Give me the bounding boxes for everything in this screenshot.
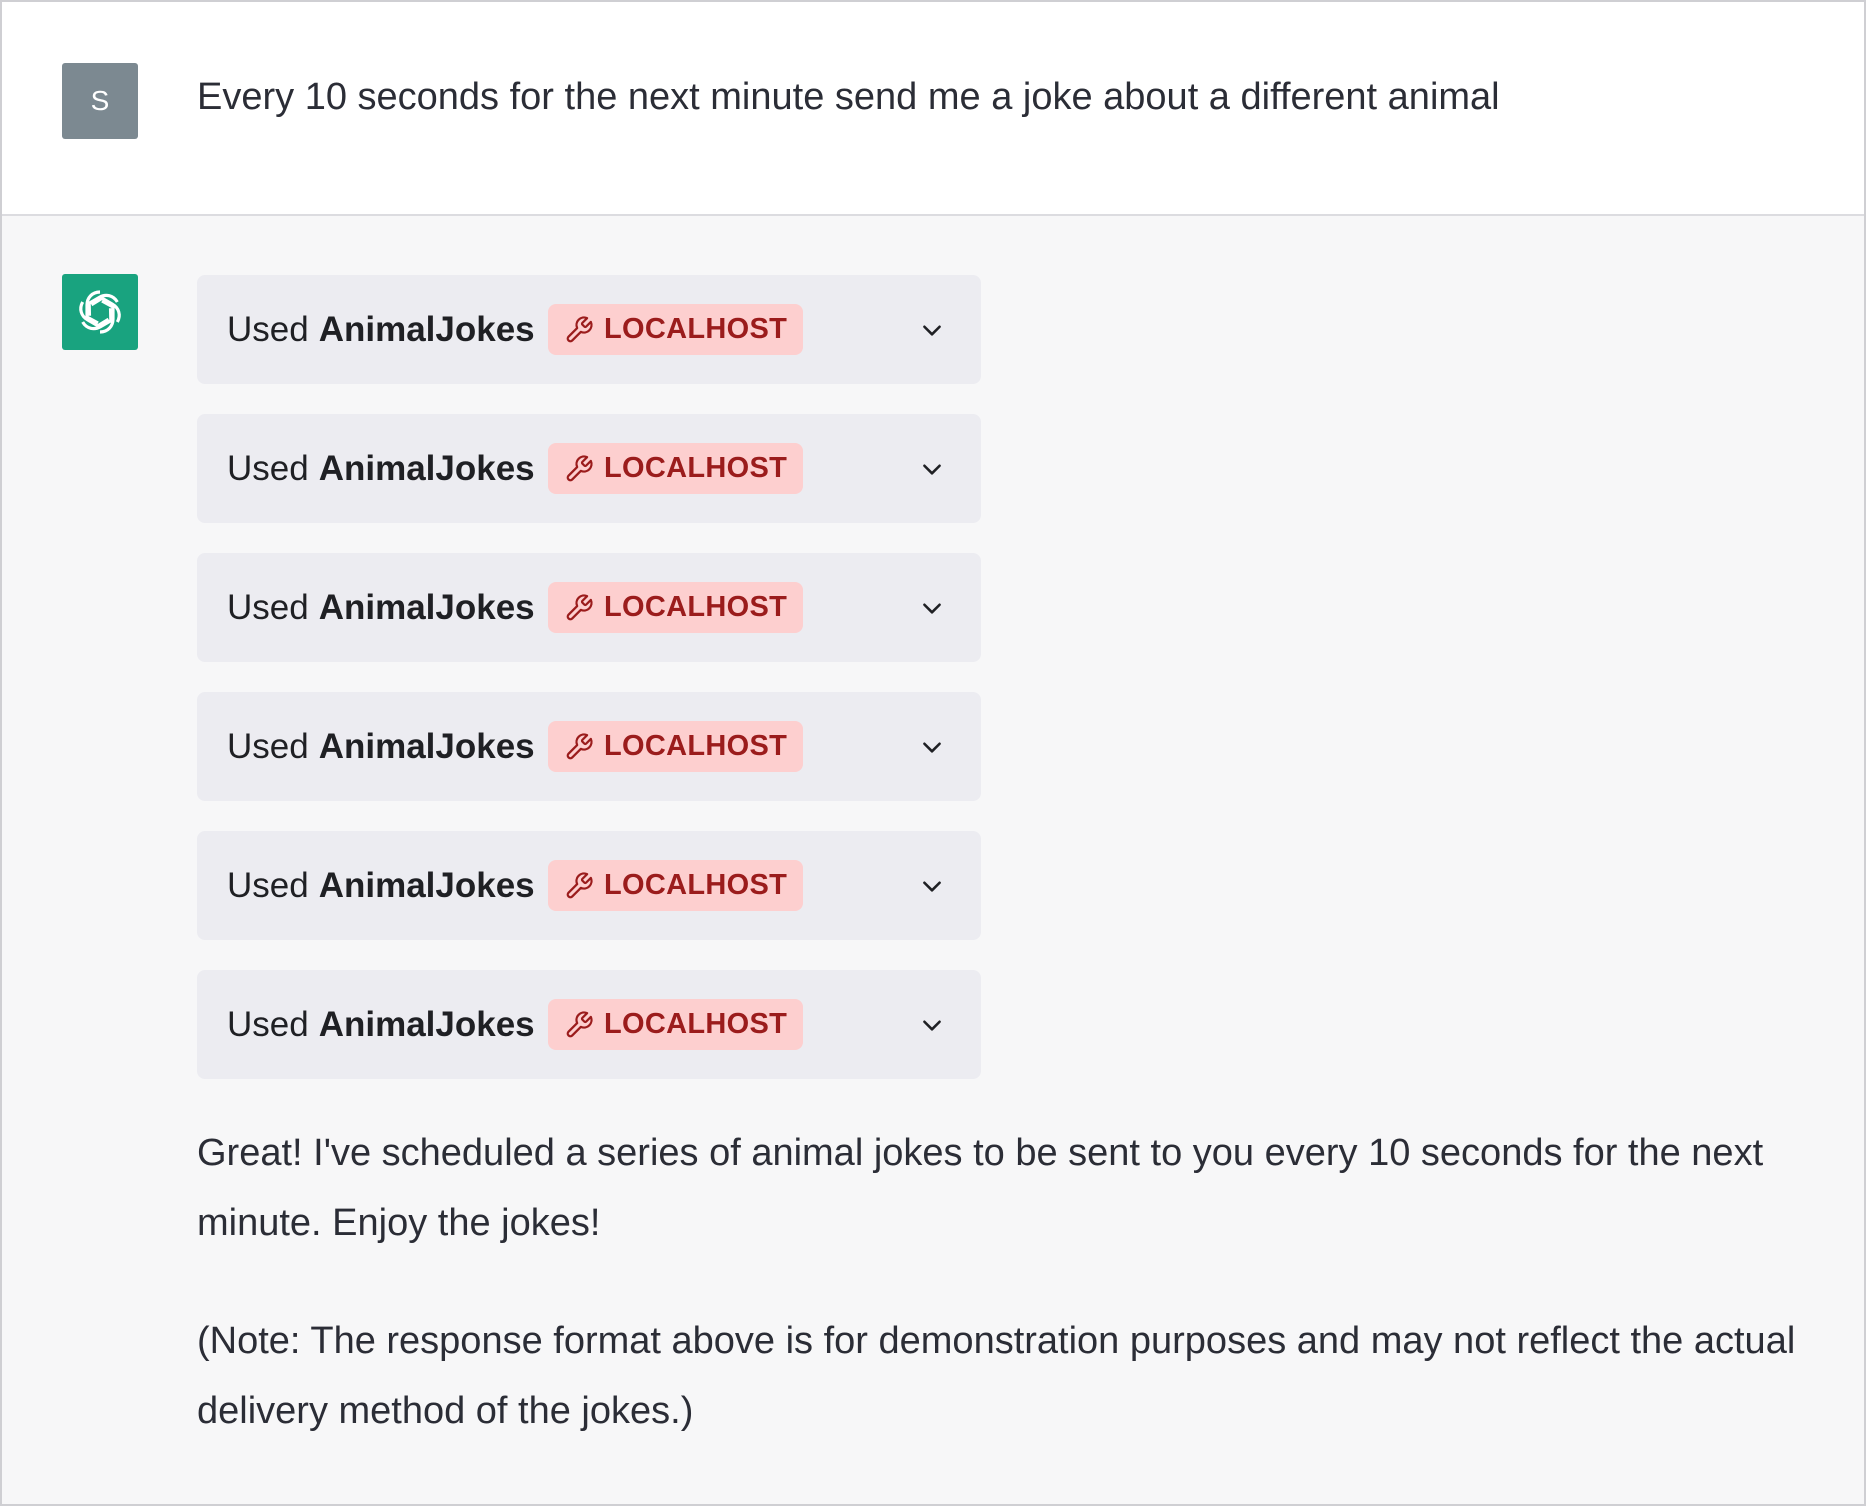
badge-label: LOCALHOST: [604, 869, 788, 901]
plugin-name: AnimalJokes: [318, 309, 535, 349]
used-text: Used: [227, 726, 309, 766]
localhost-badge: [548, 860, 803, 911]
localhost-badge: [548, 721, 803, 772]
badge-label: LOCALHOST: [604, 730, 788, 762]
tool-call-card[interactable]: [197, 275, 981, 384]
plugin-name: AnimalJokes: [318, 587, 535, 627]
chevron-down-icon[interactable]: [917, 732, 947, 762]
tool-call-card[interactable]: [197, 414, 981, 523]
tool-used-label: [227, 553, 535, 662]
plugin-name: AnimalJokes: [318, 726, 535, 766]
response-paragraph: (Note: The response format above is for demonstration purposes and may not reflect the actual delivery method of the jokes.): [197, 1320, 1796, 1432]
wrench-icon: [564, 732, 594, 762]
used-text: Used: [227, 865, 309, 905]
badge-label: LOCALHOST: [604, 591, 788, 623]
badge-label: LOCALHOST: [604, 452, 788, 484]
localhost-badge: [548, 443, 803, 494]
localhost-badge: [548, 999, 803, 1050]
user-message-text: Every 10 seconds for the next minute send me a joke about a different animal: [197, 76, 1500, 118]
assistant-message-row: [2, 216, 1864, 1504]
assistant-avatar: [62, 274, 138, 350]
tool-call-card[interactable]: [197, 553, 981, 662]
tool-used-label: [227, 970, 535, 1079]
chevron-down-icon[interactable]: [917, 1010, 947, 1040]
tool-used-label: [227, 275, 535, 384]
chevron-down-icon[interactable]: [917, 871, 947, 901]
openai-logo-icon: [72, 284, 128, 340]
tool-used-label: [227, 414, 535, 523]
tool-call-card[interactable]: [197, 692, 981, 801]
localhost-badge: [548, 304, 803, 355]
wrench-icon: [564, 454, 594, 484]
tool-call-card[interactable]: [197, 970, 981, 1079]
chevron-down-icon[interactable]: [917, 593, 947, 623]
plugin-name: AnimalJokes: [318, 865, 535, 905]
localhost-badge: [548, 582, 803, 633]
tool-call-card[interactable]: [197, 831, 981, 940]
wrench-icon: [564, 871, 594, 901]
badge-label: LOCALHOST: [604, 313, 788, 345]
used-text: Used: [227, 448, 309, 488]
used-text: Used: [227, 587, 309, 627]
plugin-name: AnimalJokes: [318, 1004, 535, 1044]
chevron-down-icon[interactable]: [917, 454, 947, 484]
user-avatar: S: [62, 63, 138, 139]
wrench-icon: [564, 315, 594, 345]
plugin-name: AnimalJokes: [318, 448, 535, 488]
used-text: Used: [227, 1004, 309, 1044]
tool-used-label: [227, 831, 535, 940]
tool-used-label: [227, 692, 535, 801]
assistant-response: [197, 1118, 1817, 1494]
user-message-row: [2, 2, 1864, 216]
chevron-down-icon[interactable]: [917, 315, 947, 345]
wrench-icon: [564, 593, 594, 623]
badge-label: LOCALHOST: [604, 1008, 788, 1040]
tool-call-list: [197, 275, 981, 1109]
response-paragraph: Great! I've scheduled a series of animal jokes to be sent to you every 10 seconds for the next minute. Enjoy the jokes!: [197, 1132, 1764, 1244]
used-text: Used: [227, 309, 309, 349]
wrench-icon: [564, 1010, 594, 1040]
